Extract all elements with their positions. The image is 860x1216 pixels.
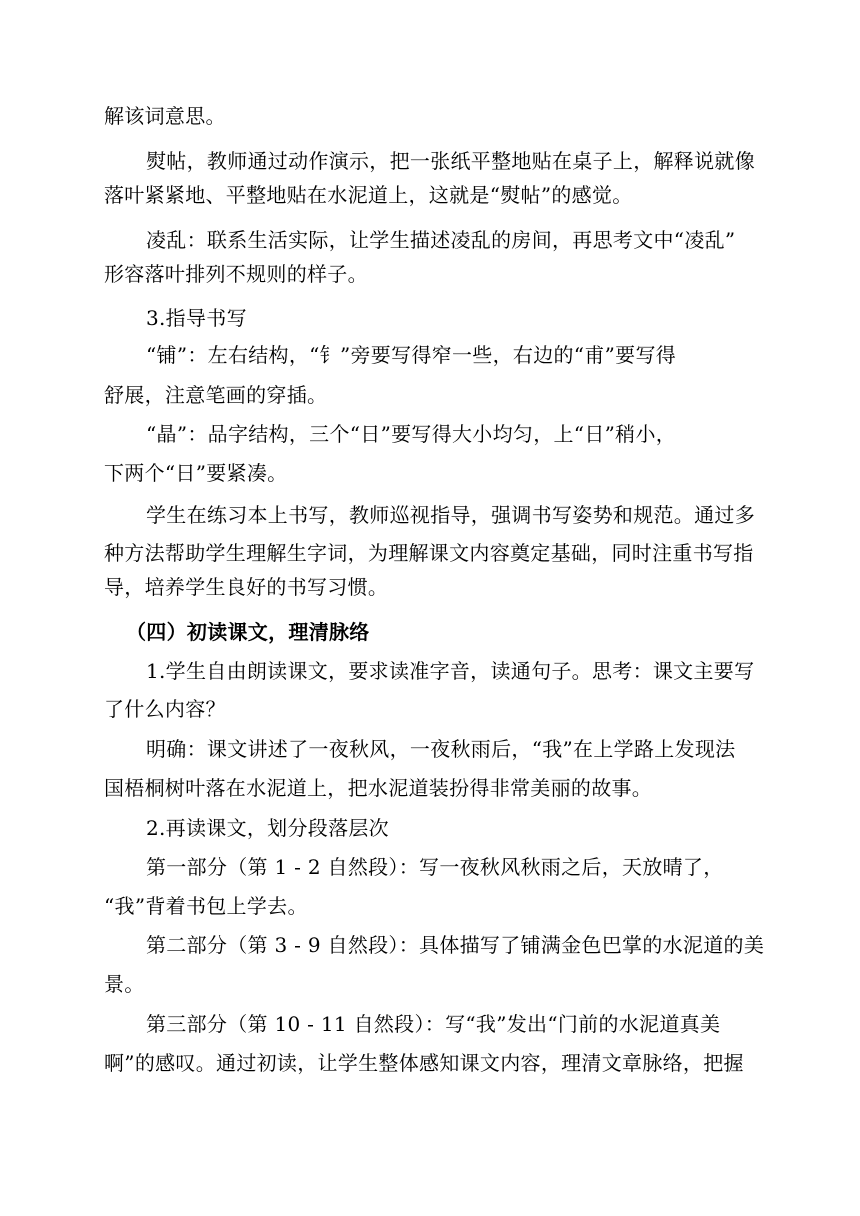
- text-line: “铺”：左右结构，“钅”旁要写得窄一些，右边的“甫”要写得: [146, 343, 677, 367]
- section-heading: （四）初读课文，理清脉络: [126, 620, 370, 644]
- text-line: 种方法帮助学生理解生字词，为理解课文内容奠定基础，同时注重书写指: [104, 541, 754, 565]
- text-line: 熨帖，教师通过动作演示，把一张纸平整地贴在桌子上，解释说就像: [146, 149, 755, 173]
- text-line: 凌乱：联系生活实际，让学生描述凌乱的房间，再思考文中“凌乱”: [146, 228, 736, 252]
- text-line: 第三部分（第 10 - 11 自然段）：写“我”发出“门前的水泥道真美: [146, 1012, 721, 1036]
- text-line: 下两个“日”要紧凑。: [104, 461, 288, 485]
- text-line: 导，培养学生良好的书写习惯。: [104, 575, 389, 599]
- section-subheading: 2.再读课文，划分段落层次: [146, 816, 389, 840]
- text-line: 学生在练习本上书写，教师巡视指导，强调书写姿势和规范。通过多: [146, 503, 755, 527]
- section-subheading: 3.指导书写: [146, 306, 247, 330]
- text-line: 了什么内容？: [104, 697, 226, 721]
- text-line: 第一部分（第 1 - 2 自然段）：写一夜秋风秋雨之后，天放晴了，: [146, 855, 724, 879]
- text-line: 明确：课文讲述了一夜秋风，一夜秋雨后，“我”在上学路上发现法: [146, 737, 736, 761]
- text-line: 解该词意思。: [104, 104, 226, 128]
- text-line: 形容落叶排列不规则的样子。: [104, 262, 368, 286]
- text-line: 国梧桐树叶落在水泥道上，把水泥道装扮得非常美丽的故事。: [104, 776, 653, 800]
- text-line: 景。: [104, 972, 145, 996]
- text-line: 舒展，注意笔画的穿插。: [104, 383, 328, 407]
- text-line: 啊”的感叹。通过初读，让学生整体感知课文内容，理清文章脉络，把握: [104, 1051, 744, 1075]
- text-line: 1.学生自由朗读课文，要求读准字音，读通句子。思考：课文主要写: [146, 659, 755, 683]
- text-line: 第二部分（第 3 - 9 自然段）：具体描写了铺满金色巴掌的水泥道的美: [146, 933, 765, 957]
- text-line: “晶”：品字结构，三个“日”要写得大小均匀，上“日”稍小，: [146, 422, 677, 446]
- text-line: 落叶紧紧地、平整地贴在水泥道上，这就是“熨帖”的感觉。: [104, 183, 633, 207]
- text-line: “我”背着书包上学去。: [104, 894, 308, 918]
